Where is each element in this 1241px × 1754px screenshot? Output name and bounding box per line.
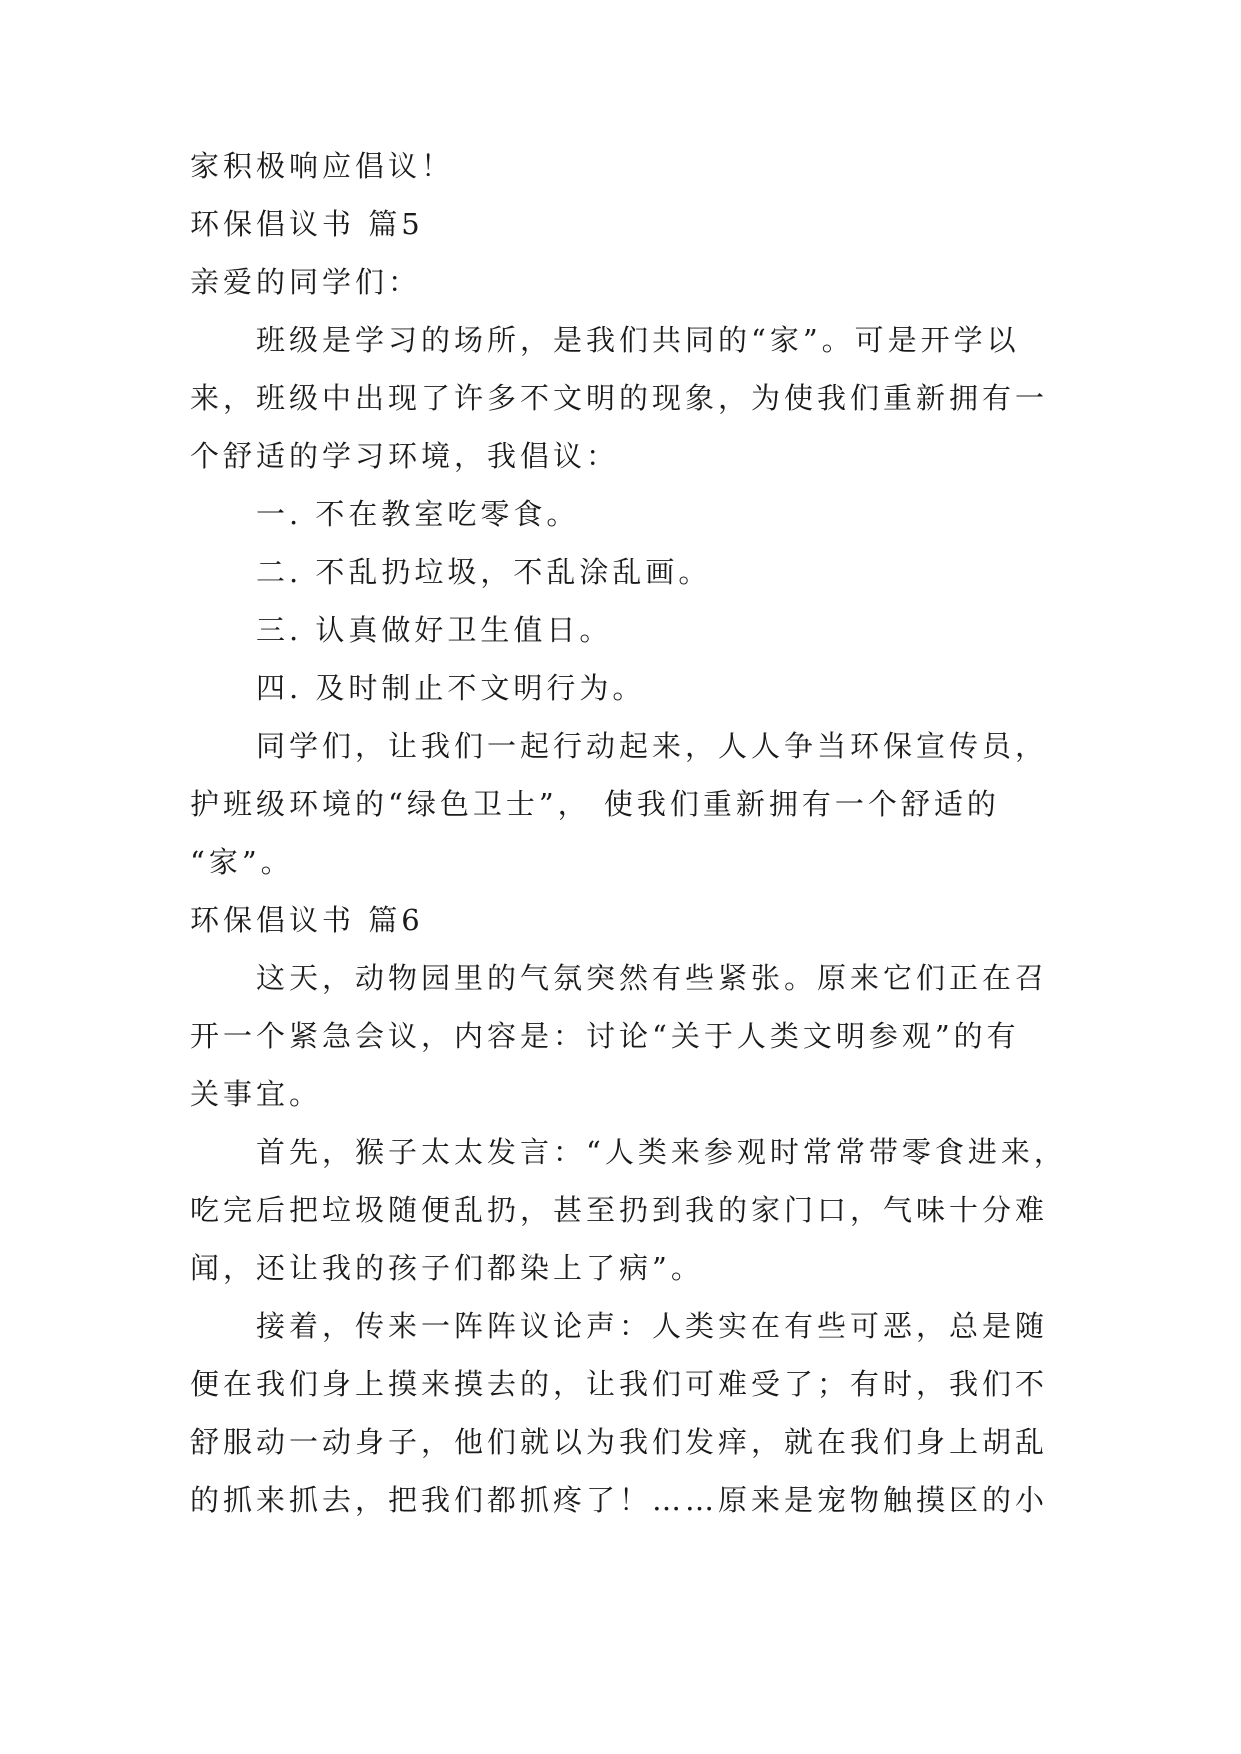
list-item: 一. 不在教室吃零食。: [256, 497, 580, 531]
paragraph-line: 便在我们身上摸来摸去的，让我们可难受了；有时，我们不: [190, 1367, 1049, 1401]
paragraph-line: 同学们，让我们一起行动起来，人人争当环保宣传员，: [256, 729, 1049, 763]
paragraph-line: 闻，还让我的孩子们都染上了病”。: [190, 1251, 704, 1285]
paragraph-line: 个舒适的学习环境，我倡议：: [190, 439, 620, 473]
paragraph-line: 来，班级中出现了许多不文明的现象，为使我们重新拥有一: [190, 381, 1049, 415]
list-item: 三. 认真做好卫生值日。: [256, 613, 613, 647]
paragraph-line: 关事宜。: [190, 1077, 323, 1111]
salutation: 亲爱的同学们：: [190, 265, 422, 299]
paragraph-line: 家积极响应倡议！: [190, 149, 455, 183]
paragraph-line: 开一个紧急会议，内容是：讨论“关于人类文明参观”的有: [190, 1019, 1020, 1053]
paragraph-line: 这天，动物园里的气氛突然有些紧张。原来它们正在召: [256, 961, 1049, 995]
paragraph-line: 舒服动一动身子，他们就以为我们发痒，就在我们身上胡乱: [190, 1425, 1049, 1459]
paragraph-line: 的抓来抓去，把我们都抓疼了！……原来是宠物触摸区的小: [190, 1483, 1049, 1517]
paragraph-line: “家”。: [190, 845, 294, 879]
list-item: 二. 不乱扔垃圾，不乱涂乱画。: [256, 555, 712, 589]
paragraph-line: 首先，猴子太太发言：“人类来参观时常常带零食进来，: [256, 1135, 1067, 1169]
section-heading: 环保倡议书 篇5: [190, 207, 424, 241]
paragraph-line: 接着，传来一阵阵议论声：人类实在有些可恶，总是随: [256, 1309, 1049, 1343]
list-item: 四. 及时制止不文明行为。: [256, 671, 646, 705]
paragraph-line: 吃完后把垃圾随便乱扔，甚至扔到我的家门口，气味十分难: [190, 1193, 1049, 1227]
paragraph-line: 护班级环境的“绿色卫士”， 使我们重新拥有一个舒适的: [190, 787, 1000, 821]
paragraph-line: 班级是学习的场所，是我们共同的“家”。可是开学以: [256, 323, 1020, 357]
section-heading: 环保倡议书 篇6: [190, 903, 424, 937]
